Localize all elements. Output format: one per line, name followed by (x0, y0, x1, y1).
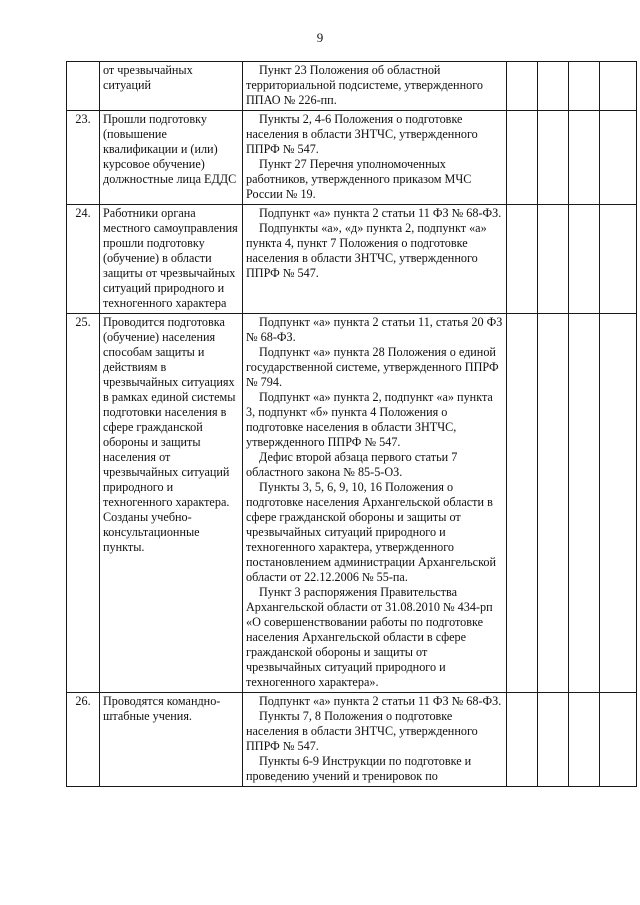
reference-paragraph: Пункт 23 Положения об областной территориальной подсистеме, утвержденного ППАО № 226-пп. (246, 63, 483, 107)
reference-paragraph: Пункты 6-9 Инструкции по подготовке и проведению учений и тренировок по (246, 754, 472, 783)
row-number: 24. (67, 205, 100, 314)
table-row (67, 111, 637, 205)
requirement-cell (100, 62, 243, 111)
table-row (67, 314, 637, 693)
check-cell-2 (538, 693, 569, 787)
requirement-cell (100, 205, 243, 314)
row-number: 23. (67, 111, 100, 205)
reference-cell (243, 62, 507, 111)
requirement-cell (100, 111, 243, 205)
check-cell-1 (507, 314, 538, 693)
check-cell-4 (600, 111, 637, 205)
reference-paragraph: Подпункт «а» пункта 2 статьи 11, статья 20 ФЗ № 68-ФЗ. (246, 315, 503, 344)
check-cell-2 (538, 314, 569, 693)
check-cell-1 (507, 111, 538, 205)
check-cell-3 (569, 693, 600, 787)
reference-paragraph: Пункты 7, 8 Положения о подготовке населения в области ЗНТЧС, утвержденного ППРФ № 547. (246, 709, 478, 753)
requirement-cell (100, 314, 243, 693)
row-number: 26. (67, 693, 100, 787)
reference-paragraph: Подпункт «а» пункта 2 статьи 11 ФЗ № 68-ФЗ. (259, 694, 502, 708)
check-cell-4 (600, 693, 637, 787)
reference-paragraph: Пункты 3, 5, 6, 9, 10, 16 Положения о подготовке населения Архангельской области в сфере гражданской обороны и защиты от чрезвычайных ситуаций природного и техногенного характера, утвержденного постановлением администрации Архангельской области от 22.12.2006 № 55-па. (246, 480, 496, 584)
check-cell-2 (538, 205, 569, 314)
reference-paragraph: Пункты 2, 4-6 Положения о подготовке населения в области ЗНТЧС, утвержденного ППРФ № 547. (246, 112, 478, 156)
table-body (67, 62, 637, 787)
row-number (67, 62, 100, 111)
reference-paragraph: Подпункт «а» пункта 2, подпункт «а» пункта 3, подпункт «б» пункта 4 Положения о подготовке населения в области ЗНТЧС, утвержденного ППРФ № 547. (246, 390, 493, 449)
requirement-text: от чрезвычайных ситуаций (103, 63, 193, 92)
reference-cell (243, 111, 507, 205)
check-cell-4 (600, 205, 637, 314)
requirement-text: Прошли подготовку (повышение квалификации и (или) курсовое обучение) должностные лица ЕДДС (103, 112, 237, 186)
requirement-text: Проводятся командно-штабные учения. (103, 694, 221, 723)
table-row (67, 62, 637, 111)
row-number: 25. (67, 314, 100, 693)
check-cell-2 (538, 111, 569, 205)
check-cell-1 (507, 205, 538, 314)
table-row (67, 693, 637, 787)
reference-paragraph: Пункт 27 Перечня уполномоченных работников, утвержденного приказом МЧС России № 19. (246, 157, 472, 201)
check-cell-3 (569, 205, 600, 314)
check-cell-1 (507, 693, 538, 787)
reference-paragraph: Дефис второй абзаца первого статьи 7 областного закона № 85-5-ОЗ. (246, 450, 458, 479)
check-cell-1 (507, 62, 538, 111)
checklist-table (66, 61, 637, 787)
reference-paragraph: Подпункты «а», «д» пункта 2, подпункт «а» пункта 4, пункт 7 Положения о подготовке населения в области ЗНТЧС, утвержденного ППРФ № 547. (246, 221, 487, 280)
requirement-text: Работники органа местного самоуправления прошли подготовку (обучение) в области защиты от чрезвычайных ситуаций природного и техногенного характера (103, 206, 238, 310)
check-cell-2 (538, 62, 569, 111)
requirement-text: Проводится подготовка (обучение) населения способам защиты и действиям в чрезвычайных ситуациях в рамках единой системы подготовки населения в сфере гражданской обороны и защиты населения от чрезвычайных ситуаций природного и техногенного характера. Созданы учебно-консультационные пункты. (103, 315, 236, 554)
reference-paragraph: Подпункт «а» пункта 28 Положения о единой государственной системе, утвержденного ППРФ № 794. (246, 345, 499, 389)
reference-cell (243, 205, 507, 314)
check-cell-3 (569, 314, 600, 693)
check-cell-4 (600, 62, 637, 111)
reference-cell (243, 693, 507, 787)
requirement-cell (100, 693, 243, 787)
check-cell-3 (569, 62, 600, 111)
page-number: 9 (316, 30, 324, 45)
check-cell-4 (600, 314, 637, 693)
check-cell-3 (569, 111, 600, 205)
reference-paragraph: Пункт 3 распоряжения Правительства Архангельской области от 31.08.2010 № 434-рп «О совершенствовании работы по подготовке населения Архангельской области в сфере гражданской обороны и защиты от чрезвычайных ситуаций природного и техногенного характера». (246, 585, 493, 689)
reference-cell (243, 314, 507, 693)
table-row (67, 205, 637, 314)
reference-paragraph: Подпункт «а» пункта 2 статьи 11 ФЗ № 68-ФЗ. (259, 206, 502, 220)
